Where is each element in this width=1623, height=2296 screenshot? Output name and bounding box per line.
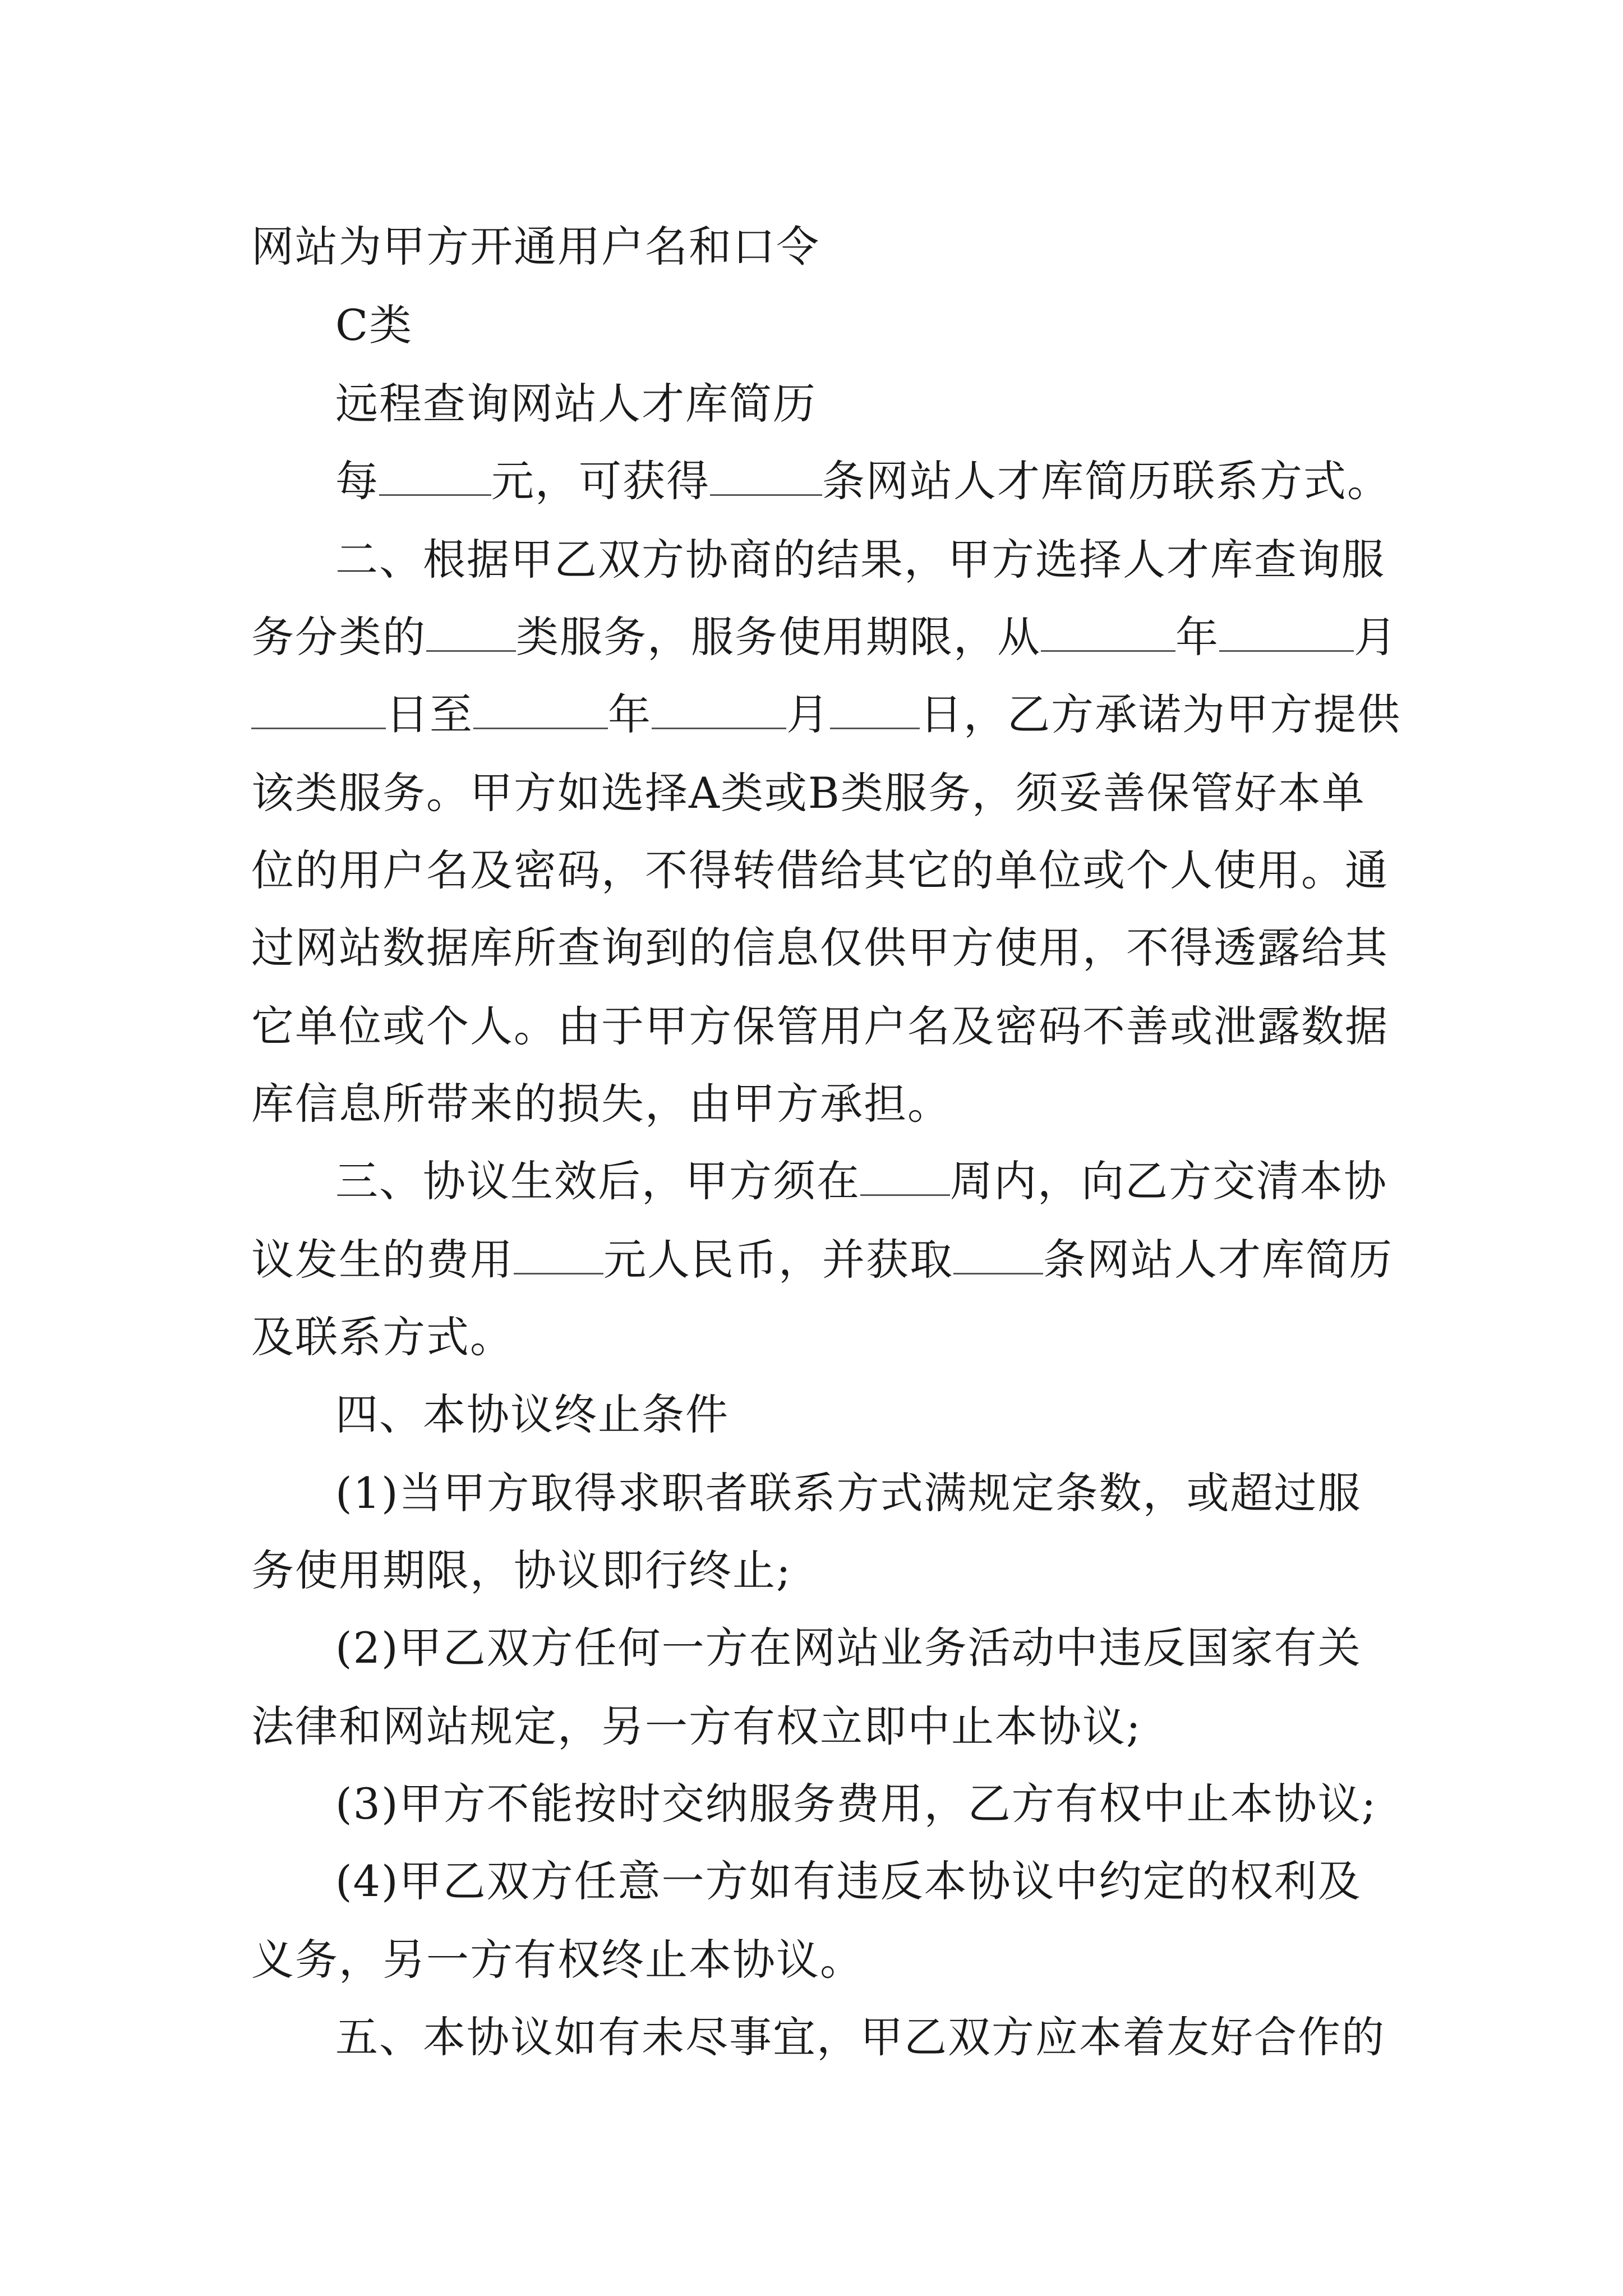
text-segment: 年	[1175, 612, 1219, 662]
text-line: (4)甲乙双方任意一方如有违反本协议中约定的权利及	[335, 1856, 1362, 1906]
fill-in-blank	[652, 688, 786, 729]
text-line: (3)甲方不能按时交纳服务费用，乙方有权中止本协议;	[335, 1779, 1377, 1829]
text-line: (2)甲乙双方任何一方在网站业务活动中违反国家有关	[335, 1623, 1362, 1673]
text-line: 位的用户名及密码，不得转借给其它的单位或个人使用。通	[251, 845, 1389, 895]
text-segment: 务分类的	[251, 612, 426, 662]
text-segment: 议发生的费用	[251, 1235, 514, 1285]
text-line	[335, 453, 1391, 509]
text-line: 务使用期限，协议即行终止;	[251, 1545, 792, 1595]
text-line: 及联系方式。	[251, 1312, 514, 1362]
fill-in-blank	[860, 1155, 950, 1196]
text-segment: 日，乙方承诺为甲方提供	[920, 689, 1401, 739]
text-line: 五、本协议如有未尽事宜，甲乙双方应本着友好合作的	[335, 2012, 1385, 2062]
text-segment: 三、协议生效后，甲方须在	[335, 1156, 860, 1206]
fill-in-blank	[830, 688, 920, 729]
text-segment: 元人民币，并获取	[603, 1235, 953, 1285]
text-line: 过网站数据库所查询到的信息仅供甲方使用，不得透露给其	[251, 923, 1389, 973]
text-line: (1)当甲方取得求职者联系方式满规定条数，或超过服	[335, 1468, 1362, 1518]
fill-in-blank	[379, 455, 491, 496]
text-line: 库信息所带来的损失，由甲方承担。	[251, 1079, 951, 1129]
text-line: 该类服务。甲方如选择A类或B类服务，须妥善保管好本单	[251, 768, 1366, 818]
fill-in-blank	[426, 611, 516, 652]
text-line: C类	[335, 300, 413, 350]
fill-in-blank	[514, 1234, 603, 1274]
text-line	[335, 1153, 1387, 1209]
text-line	[251, 609, 1398, 665]
text-segment: 类服务，服务使用期限，从	[516, 612, 1041, 662]
text-segment: 月	[786, 689, 830, 739]
text-segment: 条网站人才库简历	[1043, 1235, 1393, 1285]
fill-in-blank	[1219, 611, 1354, 652]
text-segment: 周内，向乙方交清本协	[950, 1156, 1387, 1206]
text-line: 远程查询网站人才库简历	[335, 379, 817, 429]
text-segment: 每	[335, 456, 379, 506]
text-line: 义务，另一方有权终止本协议。	[251, 1935, 864, 1985]
text-line	[251, 687, 1401, 743]
text-line: 二、根据甲乙双方协商的结果，甲方选择人才库查询服	[335, 535, 1385, 585]
fill-in-blank	[710, 455, 822, 496]
text-segment: 日至	[386, 689, 473, 739]
text-segment: 月	[1354, 612, 1398, 662]
text-line: 四、本协议终止条件	[335, 1389, 729, 1439]
text-segment: 年	[608, 689, 652, 739]
fill-in-blank	[251, 688, 386, 729]
text-segment: 条网站人才库简历联系方式。	[822, 456, 1391, 506]
text-line: 它单位或个人。由于甲方保管用户名及密码不善或泄露数据	[251, 1001, 1389, 1051]
text-line: 法律和网站规定，另一方有权立即中止本协议;	[251, 1701, 1142, 1751]
fill-in-blank	[953, 1234, 1043, 1274]
text-line	[251, 1232, 1393, 1288]
text-line: 网站为甲方开通用户名和口令	[251, 222, 820, 272]
fill-in-blank	[473, 688, 608, 729]
fill-in-blank	[1041, 611, 1175, 652]
text-segment: 元，可获得	[491, 456, 710, 506]
